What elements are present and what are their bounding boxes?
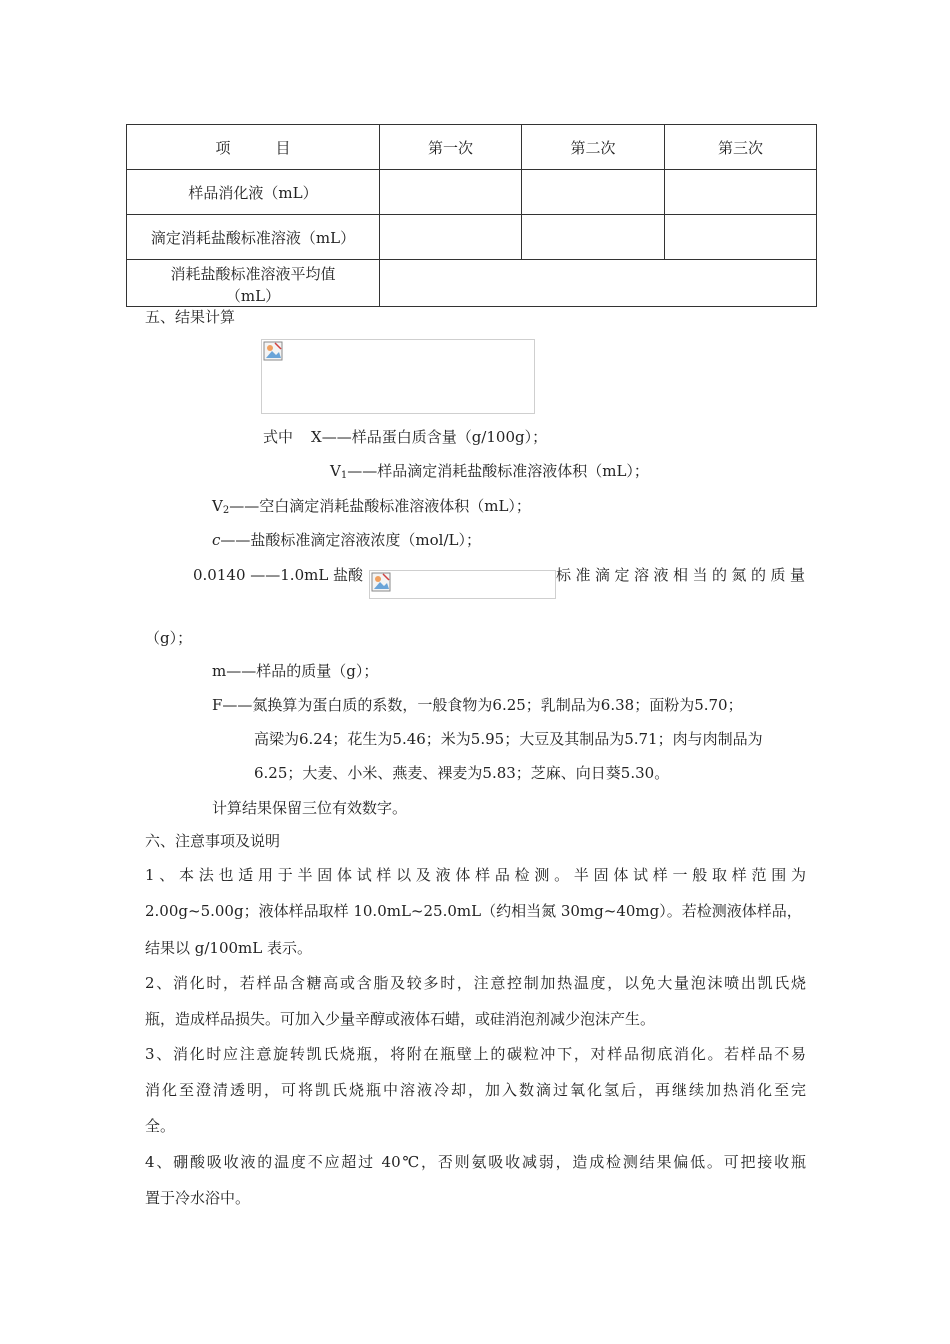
note-2-line-1: 2、消化时，若样品含糖高或含脂及较多时，注意控制加热温度，以免大量泡沫喷出凯氏烧 xyxy=(145,974,806,992)
significant-figures-note: 计算结果保留三位有效数字。 xyxy=(212,799,408,817)
table-row xyxy=(127,170,817,215)
note-4-line-1: 4、硼酸吸收液的温度不应超过 40℃，否则氨吸收减弱，造成检测结果偏低。可把接收瓶 xyxy=(145,1153,806,1171)
note-2-line-2: 瓶，造成样品损失。可加入少量辛醇或液体石蜡，或硅消泡剂减少泡沫产生。 xyxy=(145,1010,656,1028)
c-symbol: c xyxy=(212,531,221,549)
where-line xyxy=(263,426,547,447)
where-prefix: 式中 xyxy=(263,428,294,446)
table-header-row xyxy=(127,125,817,170)
results-table xyxy=(126,124,817,307)
table-cell xyxy=(522,215,665,260)
header-item: 项 目 xyxy=(127,125,380,170)
f-definition-line-3: 6.25；大麦、小米、燕麦、裸麦为5.83；芝麻、向日葵5.30。 xyxy=(254,764,670,782)
inline-image xyxy=(369,570,556,599)
constant-definition-b: 标准滴定溶液相当的氮的质量 xyxy=(556,566,806,584)
v1-subscript: 1 xyxy=(340,470,348,481)
broken-image-icon xyxy=(263,341,283,361)
table-row xyxy=(127,260,817,307)
note-4-line-2: 置于冷水浴中。 xyxy=(145,1189,251,1207)
table-cell xyxy=(380,215,522,260)
v2-symbol: V xyxy=(212,497,223,515)
row-label: 消耗盐酸标准溶液平均值 xyxy=(170,265,336,283)
note-3-line-2: 消化至澄清透明，可将凯氏烧瓶中溶液冷却，加入数滴过氧化氢后，再继续加热消化至完 xyxy=(145,1081,806,1099)
v1-definition-line xyxy=(330,460,649,481)
x-definition: X——样品蛋白质含量（g/100g）； xyxy=(311,428,548,446)
row-label: 样品消化液（mL） xyxy=(127,170,380,215)
c-definition: ——盐酸标准滴定溶液浓度（mol/L）； xyxy=(220,531,481,549)
note-1-line-2: 2.00g~5.00g；液体样品取样 10.0mL~25.0mL（约相当氮 30mg~40mg）。若检测液体样品， xyxy=(145,902,802,920)
m-definition: m——样品的质量（g）； xyxy=(212,662,379,680)
row-label-average xyxy=(127,260,380,307)
table-cell-merged xyxy=(380,260,817,307)
table-cell xyxy=(380,170,522,215)
section-title: 六、注意事项及说明 xyxy=(145,832,281,850)
c-definition-line xyxy=(212,529,481,550)
f-definition-line-2: 高梁为6.24；花生为5.46；米为5.95；大豆及其制品为5.71；肉与肉制品为 xyxy=(254,730,763,748)
section-title: 五、结果计算 xyxy=(145,308,236,326)
table-cell xyxy=(522,170,665,215)
row-label-unit: （mL） xyxy=(225,287,281,305)
table-cell xyxy=(665,170,817,215)
v2-definition: ——空白滴定消耗盐酸标准溶液体积（mL）； xyxy=(229,497,531,515)
formula-image xyxy=(261,339,535,414)
constant-definition-a: 0.0140 ——1.0mL 盐酸 xyxy=(193,566,364,584)
broken-image-icon xyxy=(371,572,391,592)
constant-definition-c: （g）； xyxy=(145,629,193,647)
row-label: 滴定消耗盐酸标准溶液（mL） xyxy=(127,215,380,260)
note-3-line-3: 全。 xyxy=(145,1117,176,1135)
table-cell xyxy=(665,215,817,260)
v1-definition: ——样品滴定消耗盐酸标准溶液体积（mL）； xyxy=(347,462,649,480)
header-second: 第二次 xyxy=(522,125,665,170)
note-1-line-1: 1、本法也适用于半固体试样以及液体样品检测。半固体试样一般取样范围为 xyxy=(145,866,806,884)
table-row xyxy=(127,215,817,260)
header-third: 第三次 xyxy=(665,125,817,170)
v2-definition-line xyxy=(212,495,531,516)
f-definition-line-1: F——氮换算为蛋白质的系数，一般食物为6.25；乳制品为6.38；面粉为5.70； xyxy=(212,696,743,714)
note-3-line-1: 3、消化时应注意旋转凯氏烧瓶，将附在瓶壁上的碳粒冲下，对样品彻底消化。若样品不易 xyxy=(145,1045,806,1063)
note-1-line-3: 结果以 g/100mL 表示。 xyxy=(145,939,313,957)
v2-subscript: 2 xyxy=(222,505,230,516)
header-first: 第一次 xyxy=(380,125,522,170)
v1-symbol: V xyxy=(330,462,341,480)
